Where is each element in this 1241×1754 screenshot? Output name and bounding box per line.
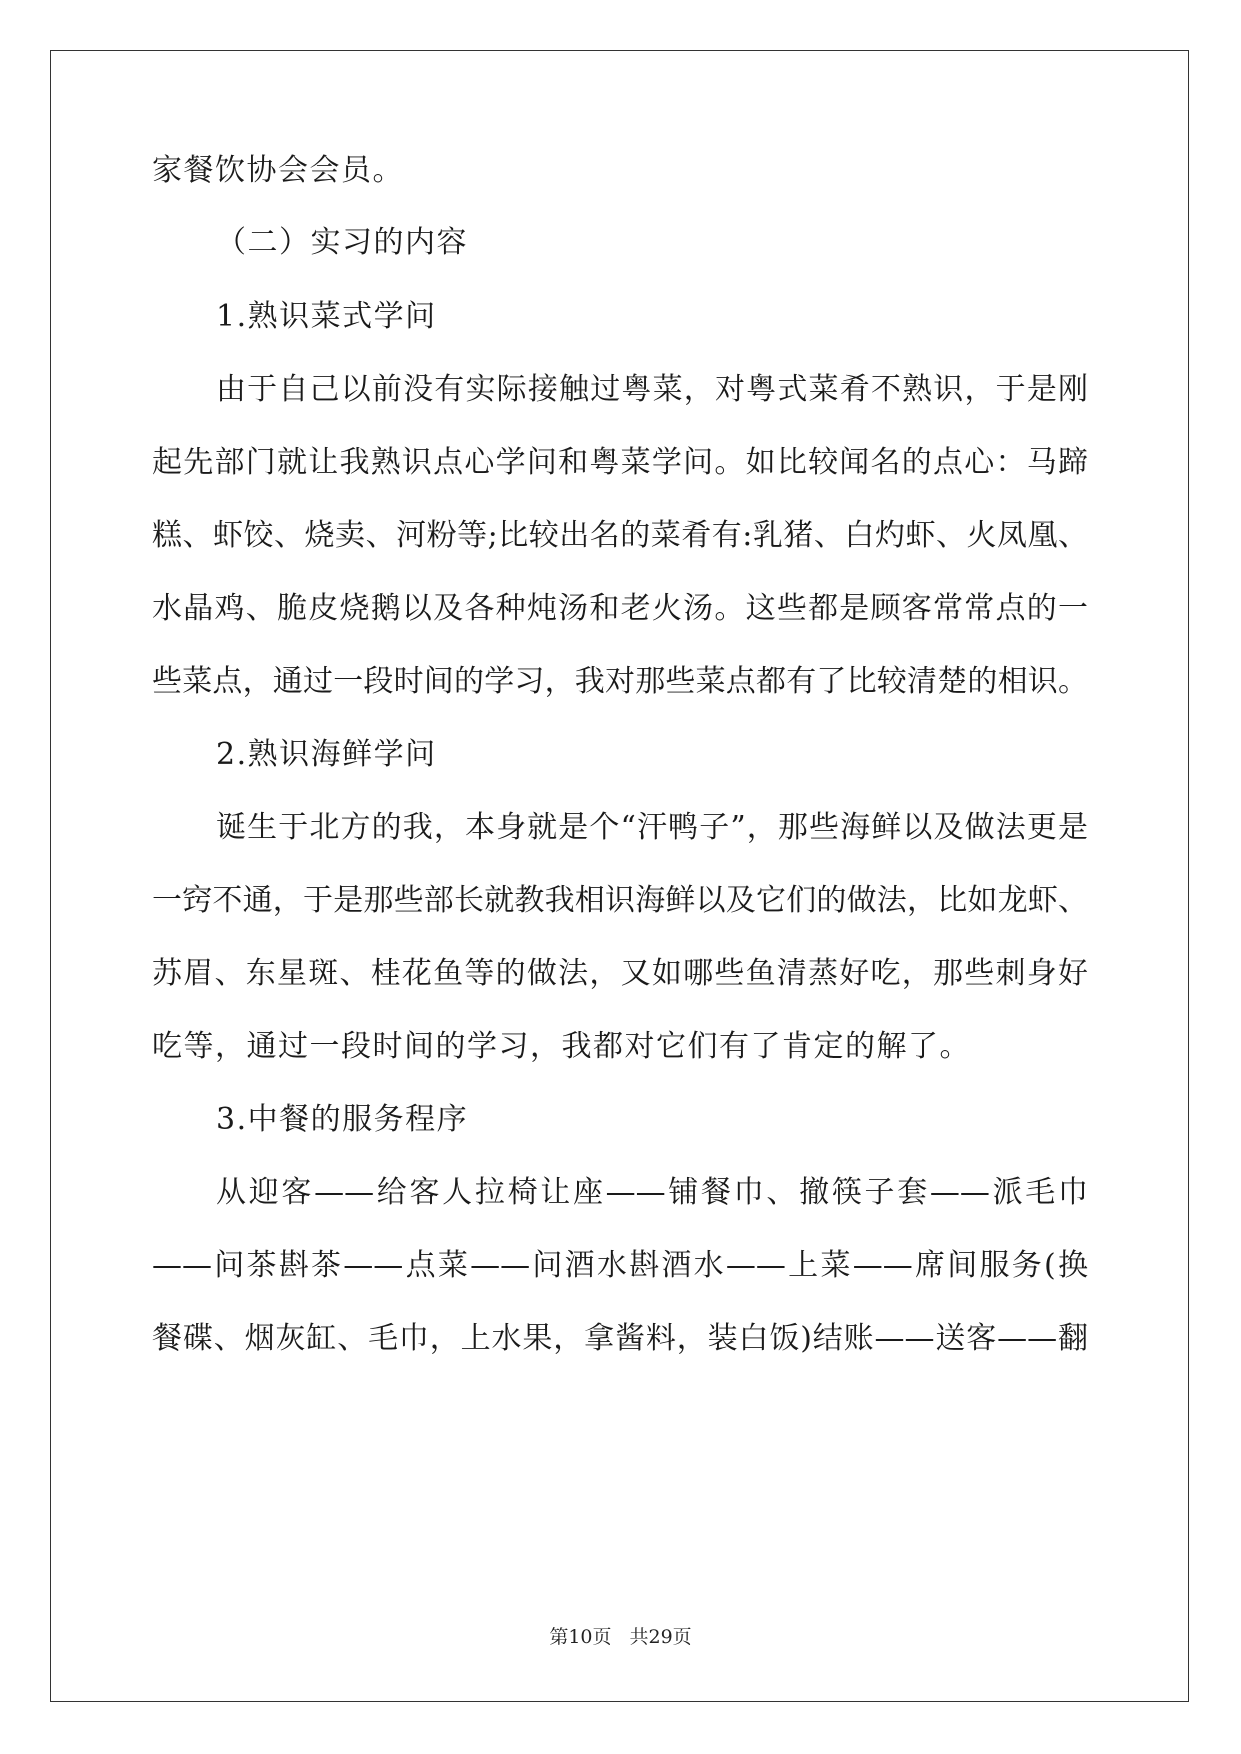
paragraph-line: 从迎客——给客人拉椅让座——铺餐巾、撤筷子套——派毛巾: [216, 1175, 1088, 1210]
paragraph-line: ——问茶斟茶——点菜——问酒水斟酒水——上菜——席间服务(换: [152, 1248, 1088, 1283]
section-heading: （二）实习的内容: [216, 225, 468, 260]
subsection-heading: 1.熟识菜式学问: [216, 299, 437, 334]
paragraph-line: 糕、虾饺、烧卖、河粉等;比较出名的菜肴有:乳猪、白灼虾、火凤凰、: [152, 518, 1088, 553]
subsection-heading: 2.熟识海鲜学问: [216, 737, 437, 772]
paragraph-line: 些菜点，通过一段时间的学习，我对那些菜点都有了比较清楚的相识。: [152, 664, 1088, 699]
total-pages: 共29页: [629, 1626, 692, 1648]
page-footer: [0, 1625, 1241, 1649]
current-page-number: 第10页: [549, 1626, 612, 1648]
paragraph-line: 苏眉、东星斑、桂花鱼等的做法，又如哪些鱼清蒸好吃，那些刺身好: [152, 956, 1088, 991]
subsection-heading: 3.中餐的服务程序: [216, 1102, 469, 1137]
paragraph-line: 由于自己以前没有实际接触过粤菜，对粤式菜肴不熟识，于是刚: [216, 372, 1088, 407]
paragraph-line: 餐碟、烟灰缸、毛巾，上水果，拿酱料，装白饭)结账——送客——翻: [152, 1321, 1088, 1356]
paragraph-line: 家餐饮协会会员。: [152, 153, 404, 188]
paragraph-line: 诞生于北方的我，本身就是个“汗鸭子”，那些海鲜以及做法更是: [216, 810, 1088, 845]
paragraph-line: 水晶鸡、脆皮烧鹅以及各种炖汤和老火汤。这些都是顾客常常点的一: [152, 591, 1088, 626]
paragraph-line: 吃等，通过一段时间的学习，我都对它们有了肯定的解了。: [152, 1029, 971, 1064]
paragraph-line: 起先部门就让我熟识点心学问和粤菜学问。如比较闻名的点心：马蹄: [152, 445, 1088, 480]
paragraph-line: 一窍不通，于是那些部长就教我相识海鲜以及它们的做法，比如龙虾、: [152, 883, 1088, 918]
